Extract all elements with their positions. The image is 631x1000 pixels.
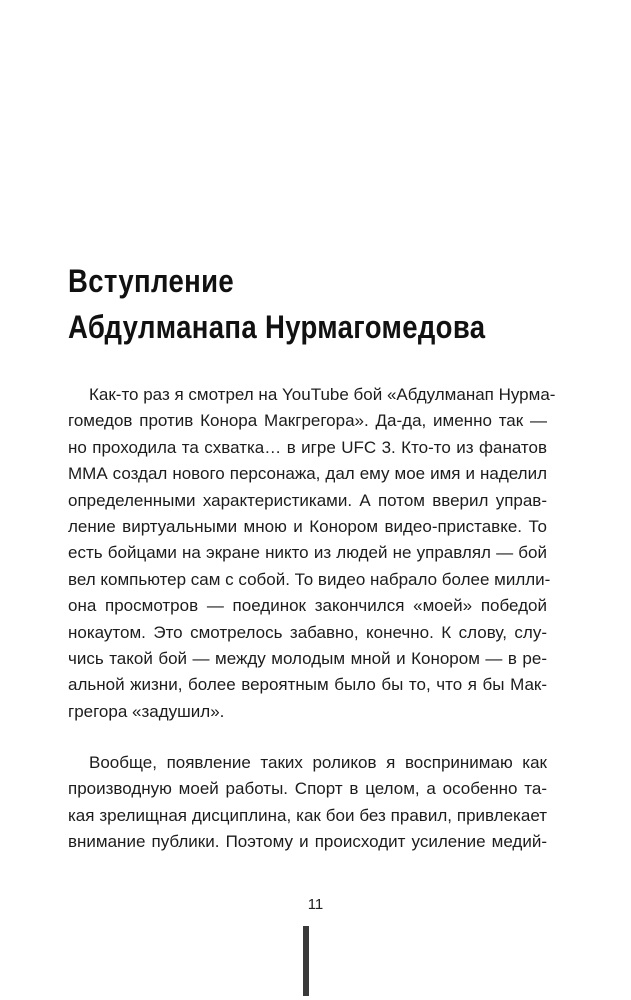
text-line: чись такой бой — между молодым мной и Конором — в ре- bbox=[68, 648, 547, 668]
text-line: ММА создал нового персонажа, дал ему мое имя и наделил bbox=[68, 464, 547, 484]
text-line: ление виртуальными мною и Конором видео-приставке. То bbox=[68, 516, 547, 536]
text-line: Вообще, появление таких роликов я воспринимаю как bbox=[89, 753, 547, 772]
chapter-title-line: Вступление bbox=[68, 263, 234, 299]
text-line: Как-то раз я смотрел на YouTube бой «Абдулманап Нурма- bbox=[89, 385, 556, 404]
body-paragraph bbox=[68, 750, 547, 856]
text-line: альной жизни, более вероятным было бы то, что я бы Мак- bbox=[68, 675, 547, 695]
text-line: внимание публики. Поэтому и происходит усиление медий- bbox=[68, 832, 547, 852]
text-line: вел компьютер сам с собой. То видео набрало более милли- bbox=[68, 569, 551, 589]
text-line: гомедов против Конора Макгрегора». Да-да, именно так — bbox=[68, 411, 547, 431]
page-marker-bar bbox=[303, 926, 309, 996]
text-line: определенными характеристиками. А потом вверил управ- bbox=[68, 490, 547, 510]
text-line: есть бойцами на экране никто из людей не управлял — бой bbox=[68, 543, 547, 563]
text-line: производную моей работы. Спорт в целом, а особенно та- bbox=[68, 779, 547, 799]
text-line: кая зрелищная дисциплина, как бои без правил, привлекает bbox=[68, 805, 547, 825]
text-line: она просмотров — поединок закончился «моей» победой bbox=[68, 596, 547, 616]
text-line: грегора «задушил». bbox=[68, 701, 225, 721]
chapter-title-line: Абдулманапа Нурмагомедова bbox=[68, 309, 486, 345]
text-line: но проходила та схватка… в игре UFC 3. Кто-то из фанатов bbox=[68, 437, 547, 457]
page-number: 11 bbox=[307, 896, 324, 913]
body-paragraph bbox=[68, 382, 556, 725]
text-line: нокаутом. Это смотрелось забавно, конечно. К слову, слу- bbox=[68, 622, 547, 642]
chapter-title bbox=[68, 258, 515, 350]
